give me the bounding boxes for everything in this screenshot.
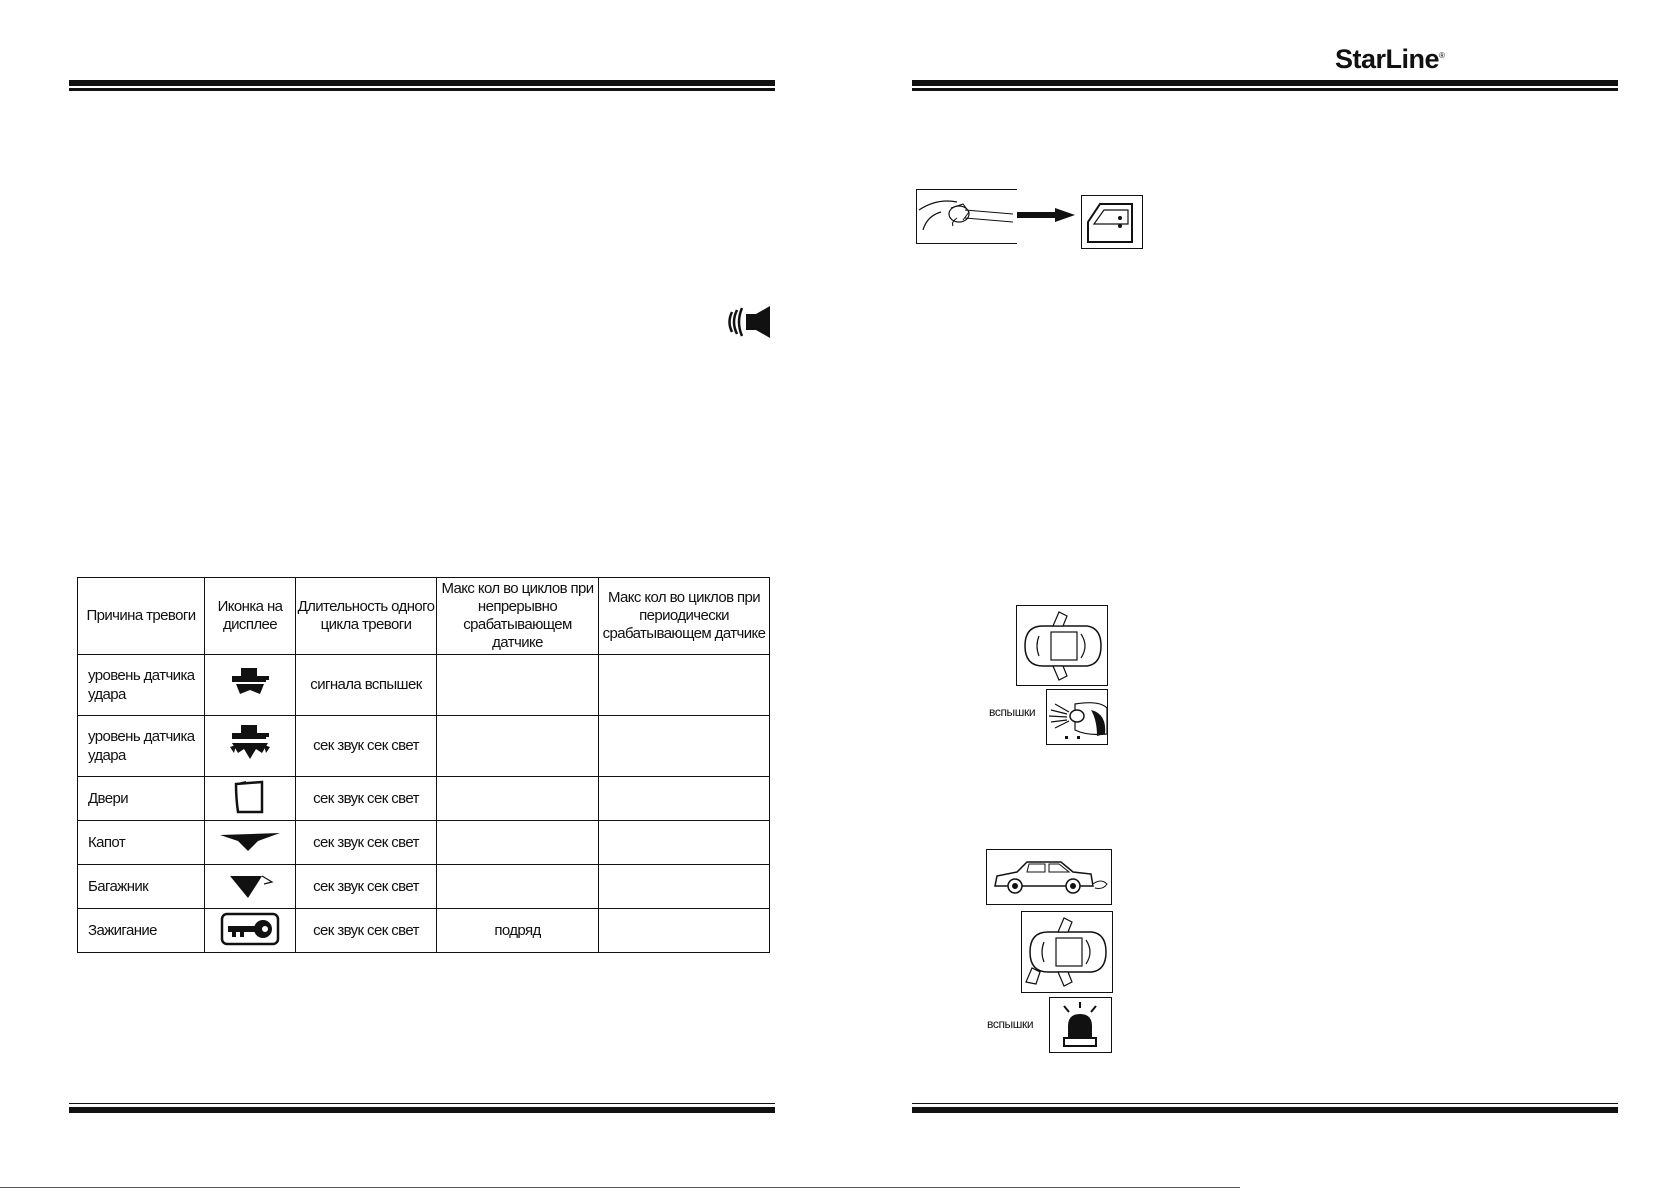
starline-logo: StarLine®: [1335, 44, 1445, 74]
door-open-illustration: [1081, 195, 1143, 249]
footer-rule-right: [912, 1107, 1618, 1113]
continuous-cell: [437, 777, 599, 821]
beacon-light-illustration: [1049, 997, 1112, 1053]
siren-speaker-icon: [720, 302, 772, 342]
duration-cell: сек звук сек свет: [296, 777, 437, 821]
beacon-light-icon: [1050, 998, 1111, 1052]
scan-edge-line: [0, 1187, 1240, 1188]
shock-sensor-alarm-icon: [226, 723, 274, 765]
periodic-cell: [599, 716, 770, 777]
duration-cell: сек звук сек свет: [296, 821, 437, 865]
header-duration: Длительность одного цикла тревоги: [296, 578, 437, 655]
continuous-cell: [437, 865, 599, 909]
trunk-icon: [226, 868, 274, 902]
periodic-cell: [599, 821, 770, 865]
flashes-label-1: вспышки: [989, 705, 1036, 719]
table-row: [78, 821, 770, 865]
cause-cell: уровень датчика удара: [78, 655, 205, 716]
cause-cell: Двери: [78, 777, 205, 821]
headlight-flash-icon: [1047, 690, 1107, 744]
car-doors-open-illustration-2: [1021, 911, 1113, 993]
table-header-row: [78, 578, 770, 655]
icon-cell: [205, 716, 296, 777]
header-periodic: Макс кол во циклов при периодически срабатывающем датчике: [599, 578, 770, 655]
door-icon: [232, 778, 268, 816]
icon-cell: [205, 655, 296, 716]
periodic-cell: [599, 777, 770, 821]
car-doors-open-icon-2: [1022, 912, 1112, 992]
duration-cell: сек звук сек свет: [296, 909, 437, 953]
footer-rule-left: [69, 1107, 775, 1113]
header-rule-right: [912, 80, 1618, 88]
table-row: [78, 716, 770, 777]
periodic-cell: [599, 655, 770, 716]
continuous-cell: [437, 716, 599, 777]
continuous-cell: [437, 821, 599, 865]
car-side-illustration: [986, 849, 1112, 905]
icon-cell: [205, 777, 296, 821]
header-icon: Иконка на дисплее: [205, 578, 296, 655]
alarm-table: [77, 577, 770, 953]
continuous-cell: [437, 655, 599, 716]
hood-icon: [218, 827, 282, 855]
duration-cell: сигнала вспышек: [296, 655, 437, 716]
cause-cell: Багажник: [78, 865, 205, 909]
header-continuous: Макс кол во циклов при непрерывно срабатывающем датчике: [437, 578, 599, 655]
car-doors-open-icon: [1017, 606, 1107, 685]
arrow-right-icon: [1017, 208, 1075, 222]
icon-cell: [205, 909, 296, 953]
periodic-cell: [599, 865, 770, 909]
cause-cell: уровень датчика удара: [78, 716, 205, 777]
table-row: [78, 865, 770, 909]
table-row: [78, 777, 770, 821]
car-side-exhaust-icon: [987, 850, 1111, 904]
headlight-flash-illustration: [1046, 689, 1108, 745]
shock-sensor-warning-icon: [226, 664, 274, 702]
cause-cell: Зажигание: [78, 909, 205, 953]
door-open-icon: [1082, 196, 1142, 248]
icon-cell: [205, 865, 296, 909]
table-row: [78, 909, 770, 953]
periodic-cell: [599, 909, 770, 953]
table-row: [78, 655, 770, 716]
hand-on-car-illustration: [916, 189, 1017, 244]
duration-cell: сек звук сек свет: [296, 865, 437, 909]
car-doors-open-illustration-1: [1016, 605, 1108, 686]
continuous-cell: подряд: [437, 909, 599, 953]
header-cause: Причина тревоги: [78, 578, 205, 655]
duration-cell: сек звук сек свет: [296, 716, 437, 777]
flashes-label-2: вспышки: [987, 1017, 1034, 1031]
icon-cell: [205, 821, 296, 865]
header-rule-left: [69, 80, 775, 88]
hand-on-car-icon: [917, 190, 1017, 243]
ignition-key-icon: [220, 912, 280, 946]
cause-cell: Капот: [78, 821, 205, 865]
